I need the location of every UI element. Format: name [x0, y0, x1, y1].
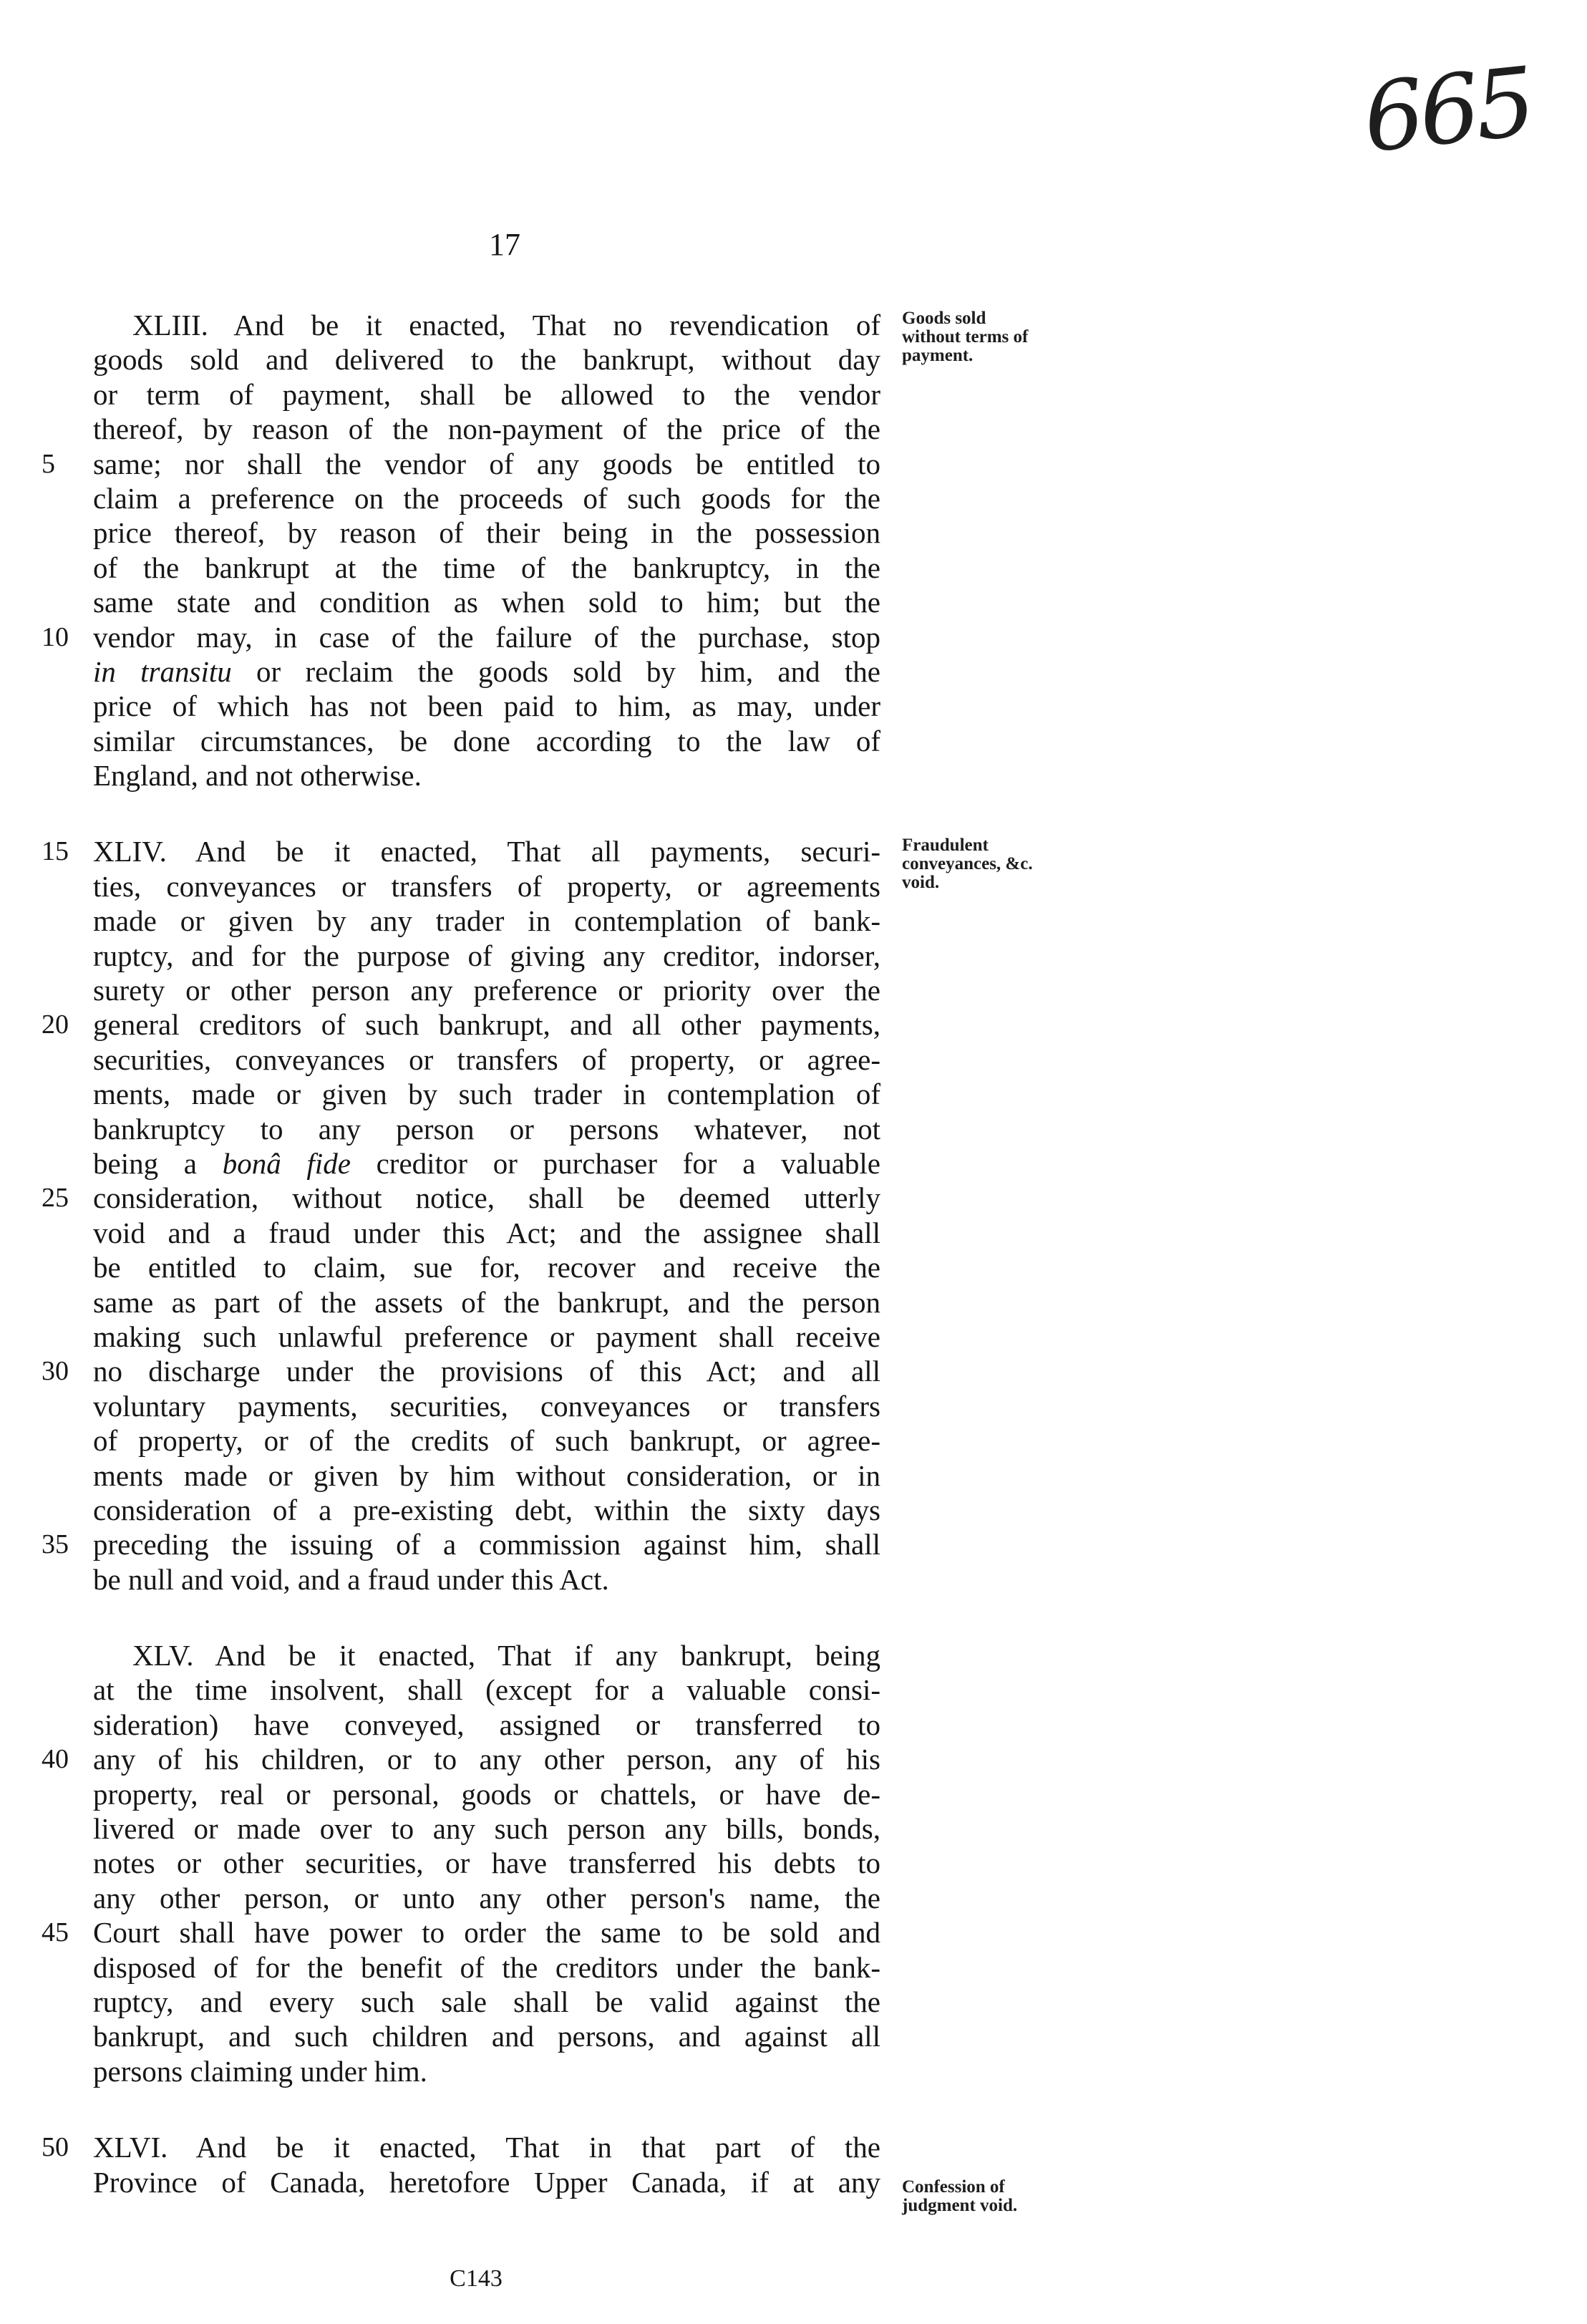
line-text: England, and not otherwise. [93, 759, 422, 793]
text-line [93, 481, 880, 515]
signature-mark: C143 [450, 2265, 503, 2292]
section-1 [42, 308, 880, 793]
text-line [93, 2054, 880, 2088]
text-line [93, 1250, 880, 1284]
text-line [93, 1493, 880, 1527]
text-line [42, 1527, 880, 1562]
text-line [93, 904, 880, 938]
line-text: any other person, or unto any other person's name, the [93, 1881, 880, 1914]
line-number: 15 [42, 836, 69, 867]
margin-note: Fraudulent conveyances, &c. void. [902, 836, 1033, 892]
line-number: 40 [42, 1744, 69, 1775]
line-text: ments made or given by him without consideration, or in [93, 1458, 880, 1492]
line-text: goods sold and delivered to the bankrupt, without day [93, 343, 880, 377]
line-text: XLV. And be it enacted, That if any bankrupt, being [132, 1639, 880, 1672]
line-text: persons claiming under him. [93, 2054, 427, 2088]
line-text: same as part of the assets of the bankrupt, and the person [93, 1285, 880, 1319]
text-line [93, 585, 880, 619]
margin-note: Goods sold without terms of payment. [902, 309, 1029, 365]
line-text: of property, or of the credits of such bankrupt, or agree- [93, 1424, 880, 1458]
text-line [93, 1077, 880, 1111]
text-line [93, 1846, 880, 1880]
page-number: 17 [489, 227, 520, 262]
text-line [93, 1320, 880, 1354]
text-line [42, 1181, 880, 1215]
section-2 [42, 834, 880, 1597]
line-text: property, real or personal, goods or chattels, or have de- [93, 1777, 880, 1811]
text-line [93, 758, 880, 793]
line-text: void and a fraud under this Act; and the assignee shall [93, 1216, 880, 1249]
line-text: ruptcy, and for the purpose of giving any creditor, indorser, [93, 939, 880, 972]
text-line [93, 973, 880, 1007]
line-text: any of his children, or to any other person, any of his [93, 1743, 880, 1776]
text-line [93, 1811, 880, 1846]
line-text: or term of payment, shall be allowed to the vendor [93, 377, 880, 411]
text-line [93, 1458, 880, 1493]
italic-phrase: in transitu [93, 654, 232, 688]
line-text: bankrupt, and such children and persons, and against all [93, 2020, 880, 2053]
text-line [93, 551, 880, 585]
text-line [93, 1985, 880, 2019]
text-line [93, 1881, 880, 1915]
margin-note: Confession of judgment void. [902, 2177, 1018, 2215]
line-text: price thereof, by reason of their being in the possession [93, 516, 880, 550]
line-number: 20 [42, 1010, 69, 1040]
text-line [93, 654, 880, 689]
text-line [93, 1950, 880, 1985]
line-number: 35 [42, 1529, 69, 1560]
text-line [93, 1285, 880, 1320]
text-line [93, 939, 880, 973]
text-line [93, 1389, 880, 1423]
text-line [93, 1042, 880, 1077]
text-line [93, 1672, 880, 1707]
line-text: XLIV. And be it enacted, That all payments, securi- [93, 835, 880, 868]
line-text: XLVI. And be it enacted, That in that part of the [93, 2131, 880, 2164]
text-line [93, 308, 880, 342]
italic-phrase: bonâ fide [222, 1146, 351, 1180]
line-text: same; nor shall the vendor of any goods be entitled to [93, 447, 880, 480]
section-3 [42, 1638, 880, 2088]
text-line [42, 447, 880, 481]
line-text: being a bonâ fide creditor or purchaser for a valuable [93, 1146, 880, 1180]
line-text: consideration of a pre-existing debt, within the sixty days [93, 1493, 880, 1526]
text-line [93, 1638, 880, 1672]
line-text: preceding the issuing of a commission against him, shall [93, 1528, 880, 1562]
line-text: Court shall have power to order the same to be sold and [93, 1916, 880, 1950]
text-line [93, 1216, 880, 1250]
text-line [93, 2165, 880, 2199]
text-line [93, 1423, 880, 1458]
statute-body [42, 308, 880, 2199]
text-line [93, 1112, 880, 1146]
text-line [93, 377, 880, 412]
text-line [93, 1146, 880, 1181]
line-text: general creditors of such bankrupt, and all other payments, [93, 1008, 880, 1042]
text-line [42, 834, 880, 868]
line-text: of the bankrupt at the time of the bankruptcy, in the [93, 551, 880, 584]
line-text: price of which has not been paid to him, as may, under [93, 689, 880, 723]
line-text: be null and void, and a fraud under this Act. [93, 1562, 609, 1596]
line-text: ties, conveyances or transfers of property, or agreements [93, 869, 880, 903]
line-text: vendor may, in case of the failure of the purchase, stop [93, 620, 880, 654]
line-number: 25 [42, 1183, 69, 1214]
text-line [42, 1742, 880, 1776]
line-text: disposed of for the benefit of the creditors under the bank- [93, 1950, 880, 1984]
line-text: thereof, by reason of the non-payment of the price of the [93, 412, 880, 446]
line-text: in transitu or reclaim the goods sold by him, and the [93, 654, 880, 688]
line-text: consideration, without notice, shall be deemed utterly [93, 1181, 880, 1215]
line-number: 50 [42, 2132, 69, 2163]
line-text: at the time insolvent, shall (except for a valuable consi- [93, 1673, 880, 1707]
line-text: sideration) have conveyed, assigned or transferred to [93, 1708, 880, 1741]
text-line [93, 724, 880, 758]
text-line [93, 2019, 880, 2053]
text-line [42, 2130, 880, 2164]
text-line [93, 1708, 880, 1742]
text-line [42, 620, 880, 654]
line-text: voluntary payments, securities, conveyances or transfers [93, 1389, 880, 1423]
line-text: ruptcy, and every such sale shall be valid against the [93, 1985, 880, 2018]
line-text: XLIII. And be it enacted, That no revendication of [132, 309, 880, 342]
text-line [93, 412, 880, 446]
line-text: livered or made over to any such person any bills, bonds, [93, 1812, 880, 1846]
text-line [93, 1777, 880, 1811]
line-text: securities, conveyances or transfers of property, or agree- [93, 1042, 880, 1076]
text-line [93, 869, 880, 904]
line-number: 45 [42, 1917, 69, 1948]
text-line [42, 1354, 880, 1388]
line-number: 30 [42, 1356, 69, 1387]
line-text: made or given by any trader in contemplation of bank- [93, 904, 880, 938]
text-line [42, 1915, 880, 1950]
handwritten-folio-number: 665 [1358, 47, 1537, 175]
line-text: making such unlawful preference or payment shall receive [93, 1320, 880, 1353]
line-text: no discharge under the provisions of this Act; and all [93, 1355, 880, 1388]
line-number: 5 [42, 448, 55, 479]
line-text: surety or other person any preference or priority over the [93, 974, 880, 1007]
line-text: bankruptcy to any person or persons whatever, not [93, 1112, 880, 1146]
line-text: similar circumstances, be done according to the law of [93, 724, 880, 757]
line-text: Province of Canada, heretofore Upper Canada, if at any [93, 2165, 880, 2199]
section-4 [42, 2130, 880, 2199]
line-number: 10 [42, 621, 69, 652]
line-text: be entitled to claim, sue for, recover and receive the [93, 1251, 880, 1284]
line-text: same state and condition as when sold to him; but the [93, 586, 880, 619]
line-text: ments, made or given by such trader in contemplation of [93, 1078, 880, 1111]
text-line [93, 515, 880, 550]
text-line [93, 689, 880, 723]
line-text: notes or other securities, or have transferred his debts to [93, 1846, 880, 1880]
text-line [93, 1562, 880, 1597]
text-line [93, 342, 880, 377]
line-text: claim a preference on the proceeds of such goods for the [93, 481, 880, 515]
text-line [42, 1007, 880, 1042]
